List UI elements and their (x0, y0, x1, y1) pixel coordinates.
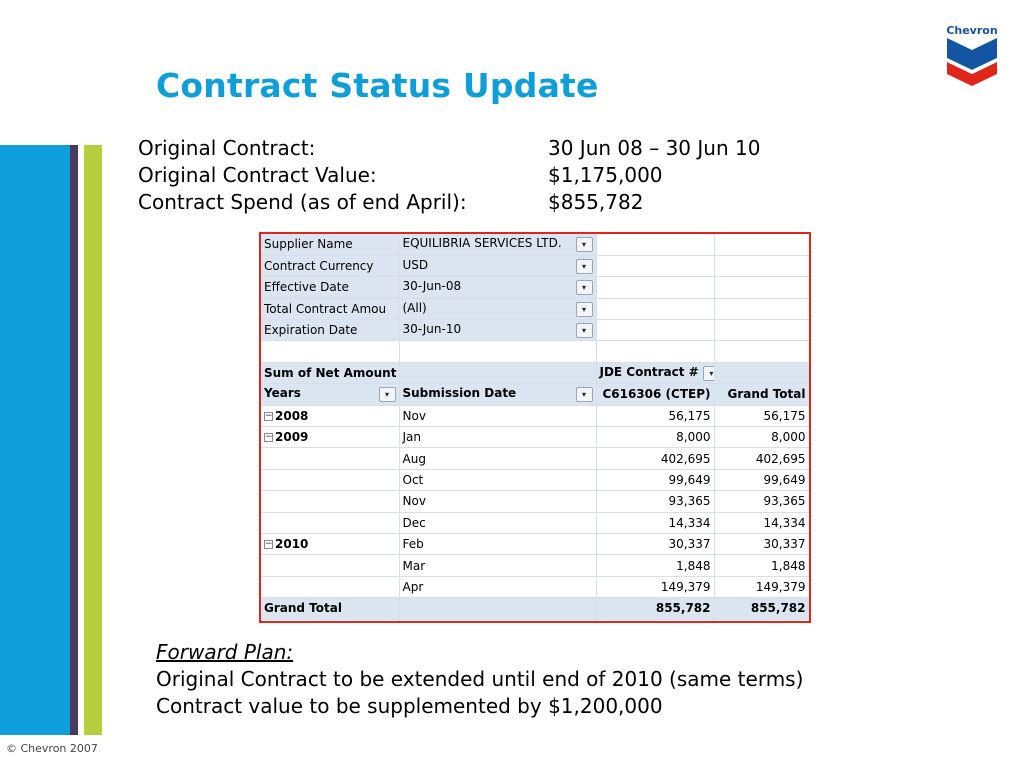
summary-value: 30 Jun 08 – 30 Jun 10 (548, 136, 761, 160)
forward-plan-line: Contract value to be supplemented by $1,200,000 (156, 694, 663, 718)
pivot-header-row (261, 384, 809, 405)
empty-cell (399, 341, 596, 362)
grand-total-cell: 8,000 (714, 427, 809, 448)
summary-label: Contract Spend (as of end April): (138, 190, 467, 214)
empty-cell (596, 255, 714, 276)
table-row (261, 576, 809, 597)
grand-total-contract: 855,782 (596, 598, 714, 619)
left-blue-bar (0, 145, 70, 735)
year-cell (261, 512, 399, 533)
collapse-icon[interactable]: − (265, 539, 273, 550)
empty-cell (399, 598, 596, 619)
forward-plan-line: Original Contract to be extended until end of 2010 (same terms) (156, 667, 804, 691)
slide-title: Contract Status Update (156, 66, 599, 105)
table-row (261, 469, 809, 490)
measure-label: Sum of Net Amount (261, 362, 399, 383)
left-purple-bar (70, 145, 78, 735)
month-cell: Aug (399, 448, 596, 469)
empty-cell (714, 619, 809, 623)
filter-dropdown-icon[interactable]: ▾ (576, 259, 593, 274)
year-cell (261, 555, 399, 576)
year-cell (261, 448, 399, 469)
row-field-years[interactable]: Years ▾ (261, 384, 399, 405)
grand-total-cell: 1,848 (714, 555, 809, 576)
year-cell (261, 491, 399, 512)
empty-cell (714, 320, 809, 341)
pivot-blank-row (261, 341, 809, 362)
empty-cell (596, 341, 714, 362)
contract-amount-cell: 1,848 (596, 555, 714, 576)
empty-cell (714, 298, 809, 319)
column-field-label[interactable]: JDE Contract # ▾ (596, 362, 714, 383)
filter-value[interactable]: EQUILIBRIA SERVICES LTD. ▾ (399, 234, 596, 255)
grand-total-cell: 30,337 (714, 533, 809, 554)
summary-value: $855,782 (548, 190, 644, 214)
contract-amount-cell: 93,365 (596, 491, 714, 512)
filter-label: Effective Date (261, 277, 399, 298)
empty-cell (261, 341, 399, 362)
empty-cell (596, 320, 714, 341)
year-cell[interactable]: − 2008 (261, 405, 399, 426)
filter-label: Expiration Date (261, 320, 399, 341)
filter-dropdown-icon[interactable]: ▾ (576, 280, 593, 295)
empty-cell (714, 277, 809, 298)
empty-cell (596, 298, 714, 319)
filter-value[interactable]: 30-Jun-08 ▾ (399, 277, 596, 298)
filter-dropdown-icon[interactable]: ▾ (576, 237, 593, 252)
month-cell: Dec (399, 512, 596, 533)
grand-total-cell: 149,379 (714, 576, 809, 597)
pivot-filter-row (261, 277, 809, 298)
contract-amount-cell: 99,649 (596, 469, 714, 490)
table-row (261, 533, 809, 554)
table-row (261, 448, 809, 469)
dropdown-arrow-icon[interactable]: ▾ (576, 302, 593, 317)
empty-cell (714, 341, 809, 362)
dropdown-arrow-icon[interactable]: ▾ (576, 387, 593, 402)
summary-label: Original Contract Value: (138, 163, 377, 187)
summary-row (138, 135, 760, 162)
year-cell (261, 576, 399, 597)
grand-total-cell: 99,649 (714, 469, 809, 490)
pivot-filter-row (261, 320, 809, 341)
grand-total-cell: 56,175 (714, 405, 809, 426)
summary-row (138, 189, 760, 216)
grand-total-row (261, 598, 809, 619)
empty-cell (596, 277, 714, 298)
summary-value: $1,175,000 (548, 163, 663, 187)
contract-amount-cell: 149,379 (596, 576, 714, 597)
filter-dropdown-icon[interactable]: ▾ (576, 323, 593, 338)
filter-label: Contract Currency (261, 255, 399, 276)
column-header: Grand Total (714, 384, 809, 405)
grand-total-cell: 402,695 (714, 448, 809, 469)
column-header: C616306 (CTEP) (596, 384, 714, 405)
filter-label: Total Contract Amou (261, 298, 399, 319)
filter-value[interactable]: 30-Jun-10 ▾ (399, 320, 596, 341)
contract-amount-cell: 402,695 (596, 448, 714, 469)
contract-amount-cell: 56,175 (596, 405, 714, 426)
year-cell[interactable]: − 2009 (261, 427, 399, 448)
month-cell: Apr (399, 576, 596, 597)
empty-cell (596, 619, 714, 623)
dropdown-arrow-icon[interactable]: ▾ (703, 366, 714, 381)
forward-plan-heading: Forward Plan: (156, 640, 294, 664)
contract-summary (138, 135, 760, 216)
contract-amount-cell: 14,334 (596, 512, 714, 533)
summary-row (138, 162, 760, 189)
empty-cell (714, 234, 809, 255)
table-row (261, 491, 809, 512)
grand-total-cell: 14,334 (714, 512, 809, 533)
table-row (261, 427, 809, 448)
empty-cell (714, 362, 809, 383)
summary-label: Original Contract: (138, 136, 316, 160)
row-field-submission-date[interactable]: Submission Date ▾ (399, 384, 596, 405)
year-cell[interactable]: − 2010 (261, 533, 399, 554)
logo-wordmark: Chevron (946, 24, 998, 37)
left-green-bar (84, 145, 102, 735)
table-row (261, 555, 809, 576)
empty-cell (714, 255, 809, 276)
pivot-header-row (261, 362, 809, 383)
contract-amount-cell: 30,337 (596, 533, 714, 554)
collapse-icon[interactable]: − (265, 432, 273, 443)
month-cell: Jan (399, 427, 596, 448)
grand-total-value: 855,782 (714, 598, 809, 619)
chevron-logo (942, 24, 1002, 86)
empty-cell (399, 619, 596, 623)
copyright-footer: © Chevron 2007 (6, 742, 98, 755)
grand-total-label: Grand Total (261, 598, 399, 619)
dropdown-arrow-icon[interactable]: ▾ (379, 387, 396, 402)
pivot-blank-row (261, 619, 809, 623)
empty-cell (261, 619, 399, 623)
pivot-filter-row (261, 255, 809, 276)
grand-total-cell: 93,365 (714, 491, 809, 512)
month-cell: Oct (399, 469, 596, 490)
filter-value[interactable]: (All) ▾ (399, 298, 596, 319)
table-row (261, 512, 809, 533)
year-cell (261, 469, 399, 490)
pivot-filter-row (261, 234, 809, 255)
month-cell: Nov (399, 491, 596, 512)
pivot-table[interactable] (259, 232, 811, 623)
filter-value[interactable]: USD ▾ (399, 255, 596, 276)
month-cell: Mar (399, 555, 596, 576)
pivot-filter-row (261, 298, 809, 319)
chevron-emblem-icon (942, 24, 1002, 86)
empty-cell (596, 234, 714, 255)
forward-plan (156, 639, 803, 720)
month-cell: Nov (399, 405, 596, 426)
collapse-icon[interactable]: − (265, 410, 273, 421)
filter-label: Supplier Name (261, 234, 399, 255)
month-cell: Feb (399, 533, 596, 554)
empty-cell (399, 362, 596, 383)
contract-amount-cell: 8,000 (596, 427, 714, 448)
table-row (261, 405, 809, 426)
